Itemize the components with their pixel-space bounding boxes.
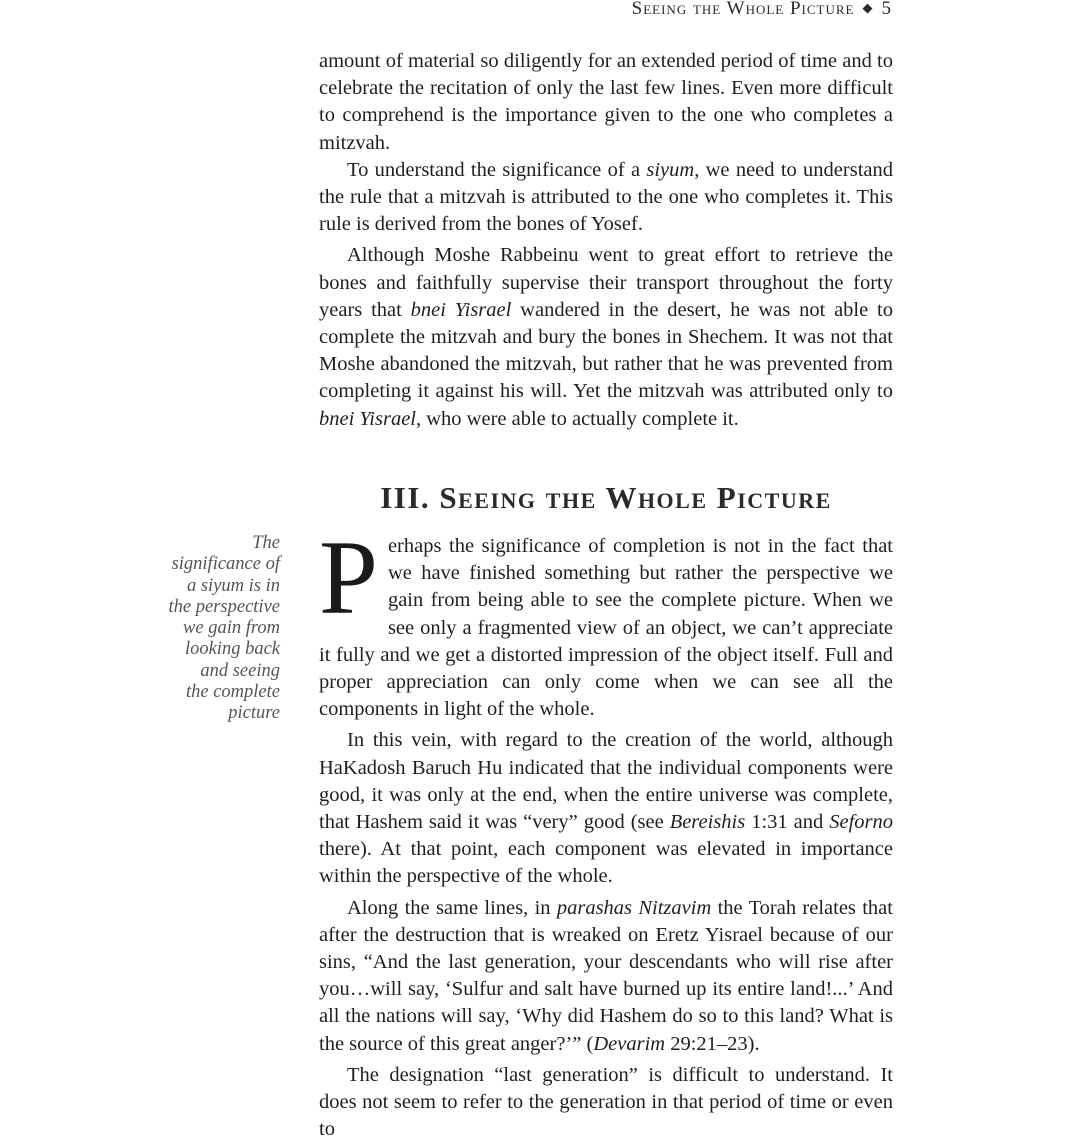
margin-note-line: and seeing: [200, 660, 280, 681]
margin-note-line: the complete: [186, 682, 280, 703]
running-head-title: Seeing the Whole Picture: [631, 0, 855, 19]
italic-term: Bereishis: [669, 811, 746, 834]
text-run: wandered in the desert, he was not able to complete the mitzvah and bury the bones in Shechem. It was not that Moshe abandoned the mitzvah, but rather that he was prevented from completing it against his will. Yet the mitzvah was attributed only to: [319, 298, 893, 403]
page-number: 5: [881, 0, 892, 19]
text-run: To understand the significance of a: [347, 158, 647, 181]
drop-cap: P: [319, 519, 378, 636]
margin-note-line: significance of: [171, 554, 280, 575]
margin-note-line: The: [252, 533, 280, 553]
paragraph-nitzavim: [319, 895, 893, 1058]
text-run: , we need to understand the rule that a mitzvah is attributed to the one who completes it. This rule is derived from the bones of Yosef.: [319, 158, 894, 236]
paragraph-last-generation: The designation “last generation” is difficult to understand. It does not seem to refer to the generation in that period of time or even to: [319, 1063, 893, 1141]
text-run: , who were able to actually complete it.: [416, 407, 739, 430]
upper-text-block: [319, 48, 893, 433]
margin-note-line: a siyum is in: [186, 575, 280, 596]
italic-term: siyum: [646, 158, 695, 181]
margin-note-line: the perspective: [168, 596, 280, 617]
text-run: Although Moshe Rabbeinu went to great effort to retrieve the bones and faithfully supervise their transport throughout the forty years that: [319, 244, 893, 321]
text-run: the Torah relates that after the destruction that is wreaked on Eretz Yisrael because of our sins, “And the last generation, your descendants who will rise after you…will say, ‘Sulfur and salt have burned up its entire land!...’ And all the nations will say, ‘Why did Hashem do so to this land? What is the source of this great anger?’” (: [319, 896, 893, 1055]
paragraph-moshe-bones: [319, 242, 893, 432]
paragraph-continuation: amount of material so diligently for an extended period of time and to celebrate the recitation of only the last few lines. Even more difficult to comprehend is the importance given to the one who completes a mitzvah.: [319, 50, 893, 154]
paragraph-siyum-rule: [319, 157, 893, 239]
italic-term: bnei Yisrael: [410, 298, 512, 321]
margin-note: [165, 533, 280, 725]
text-run: 29:21–23).: [665, 1032, 760, 1055]
text-run: Along the same lines, in: [347, 896, 557, 919]
section-heading: III. Seeing the Whole Picture: [380, 480, 832, 515]
running-head: [632, 0, 892, 20]
margin-note-line: picture: [228, 703, 280, 724]
text-run: In this vein, with regard to the creation of the world, although HaKadosh Baruch Hu indicated that the individual components were good, it was only at the end, when the entire universe was complete, that Hashem said it was “very” good (see: [319, 729, 893, 834]
italic-term: bnei Yisrael: [319, 407, 416, 430]
lower-text-block: [319, 519, 894, 1143]
margin-note-line: we gain from: [183, 618, 280, 639]
italic-term: parashas Nitzavim: [556, 896, 712, 919]
margin-note-line: looking back: [184, 639, 280, 660]
diamond-separator-icon: ◆: [862, 0, 874, 15]
italic-term: Devarim: [593, 1032, 666, 1055]
text-run: there). At that point, each component was elevated in importance within the perspective of the whole.: [319, 838, 893, 888]
text-run: erhaps the significance of completion is not in the fact that we have finished something but rather the perspective we gain from being able to see the complete picture. When we see only a fragmented view of an object, we can’t appreciate it fully and we get a distorted impression of the object itself. Full and proper appreciation can only come when we can see all the components in light of the whole.: [319, 535, 893, 721]
paragraph-creation: [319, 727, 893, 890]
text-run: 1:31 and: [745, 811, 830, 834]
paragraph-perspective: [319, 519, 893, 723]
italic-term: Seforno: [829, 811, 894, 834]
